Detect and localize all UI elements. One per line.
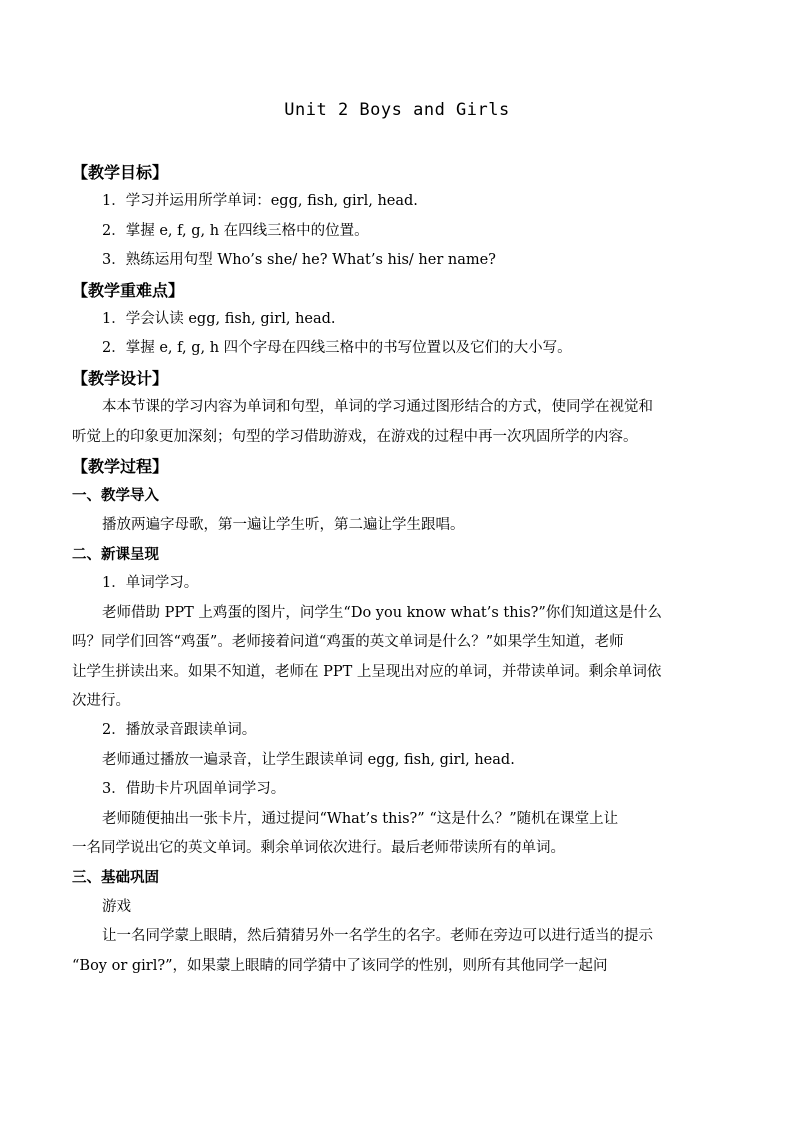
part2-heading: 二、新课呈现 — [72, 546, 159, 564]
step1-heading: 1．单词学习。 — [102, 575, 199, 592]
step1-line-3: 让学生拼读出来。如果不知道，老师在 PPT 上呈现出对应的单词，并带读单词。剩余单词依 — [72, 663, 662, 680]
process-heading: 【教学过程】 — [72, 456, 169, 476]
step2-heading: 2．播放录音跟读单词。 — [102, 722, 257, 739]
design-paragraph-line-2: 听觉上的印象更加深刻；句型的学习借助游戏，在游戏的过程中再一次巩固所学的内容。 — [72, 428, 638, 445]
step3-heading: 3．借助卡片巩固单词学习。 — [102, 781, 286, 798]
step1-line-1: 老师借助 PPT 上鸡蛋的图片，问学生“Do you know what’s this?”你们知道这是什么 — [102, 604, 662, 621]
step3-line-1: 老师随便抽出一张卡片，通过提问“What’s this?” “这是什么？”随机在课堂上让 — [102, 810, 619, 827]
step3-line-2: 一名同学说出它的英文单词。剩余单词依次进行。最后老师带读所有的单词。 — [72, 839, 565, 856]
step1-line-4: 次进行。 — [72, 693, 130, 710]
goal-item-3: 3．熟练运用句型 Who’s she/ he? What’s his/ her name? — [102, 252, 496, 269]
game-line-2: “Boy or girl?”，如果蒙上眼睛的同学猜中了该同学的性别，则所有其他同学一起问 — [72, 957, 608, 974]
goals-heading: 【教学目标】 — [72, 163, 169, 182]
key-item-1: 1．学会认读 egg, fish, girl, head. — [102, 310, 336, 327]
goal-item-1: 1．学习并运用所学单词：egg, fish, girl, head. — [102, 193, 418, 210]
goal-item-2: 2．掌握 e, f, g, h 在四线三格中的位置。 — [102, 222, 369, 239]
game-line-1: 让一名同学蒙上眼睛，然后猜猜另外一名学生的名字。老师在旁边可以进行适当的提示 — [102, 928, 653, 945]
part3-heading: 三、基础巩固 — [72, 869, 159, 887]
part1-heading: 一、教学导入 — [72, 487, 159, 505]
key-item-2: 2．掌握 e, f, g, h 四个字母在四线三格中的书写位置以及它们的大小写。 — [102, 340, 572, 357]
step1-line-2: 吗？同学们回答“鸡蛋”。老师接着问道“鸡蛋的英文单词是什么？”如果学生知道，老师 — [72, 634, 624, 651]
design-paragraph-line-1: 本本节课的学习内容为单词和句型，单词的学习通过图形结合的方式，使同学在视觉和 — [102, 399, 653, 416]
keys-heading: 【教学重难点】 — [72, 280, 185, 300]
document-body — [72, 158, 722, 981]
step2-text: 老师通过播放一遍录音，让学生跟读单词 egg, fish, girl, head. — [102, 751, 515, 768]
document-title: Unit 2 Boys and Girls — [284, 100, 510, 120]
part1-text: 播放两遍字母歌，第一遍让学生听，第二遍让学生跟唱。 — [102, 516, 465, 533]
game-label: 游戏 — [102, 898, 131, 915]
design-heading: 【教学设计】 — [72, 368, 169, 388]
